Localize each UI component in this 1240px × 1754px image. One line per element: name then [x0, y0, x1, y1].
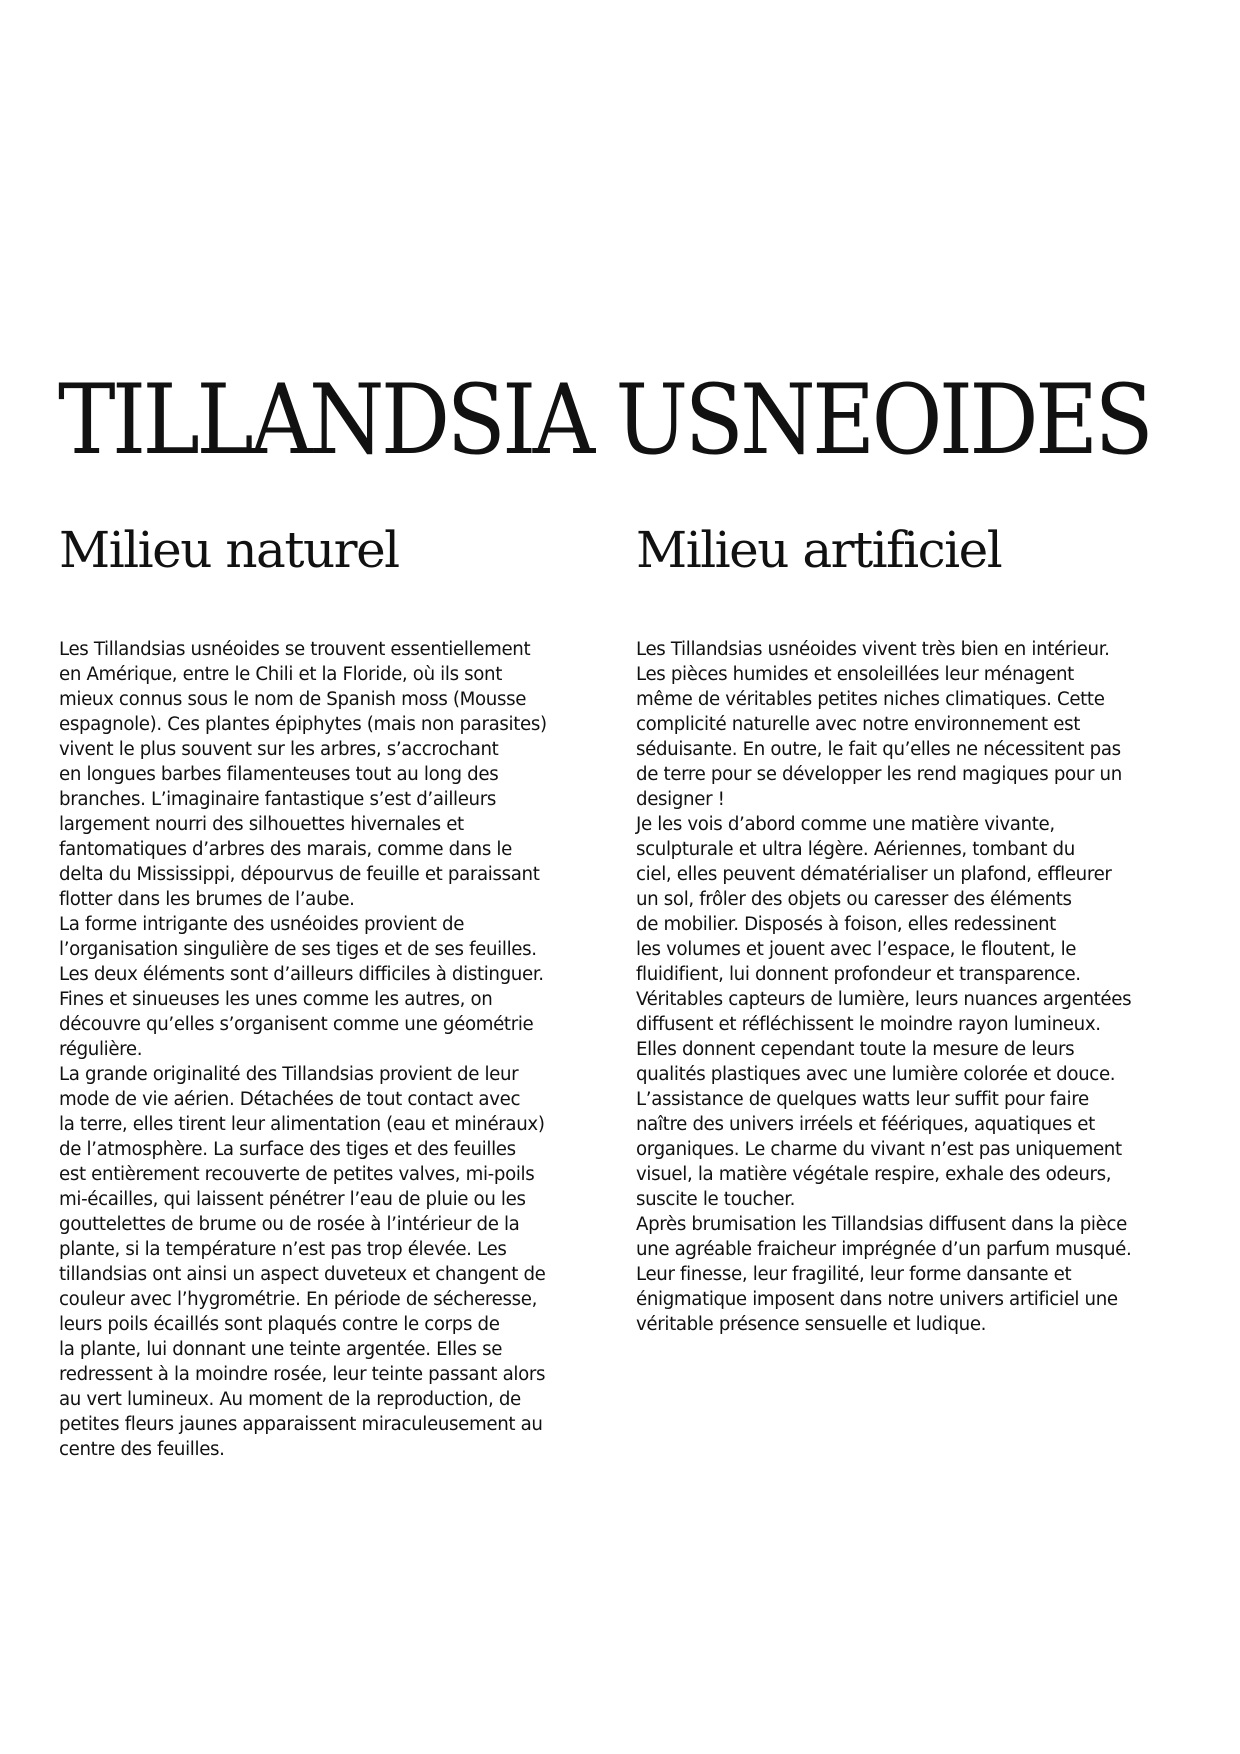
text-line: tillandsias ont ainsi un aspect duveteux et changent de	[59, 1264, 546, 1285]
text-line: séduisante. En outre, le fait qu’elles ne nécessitent pas	[636, 739, 1121, 760]
text-line: de terre pour se développer les rend magiques pour un	[636, 764, 1122, 785]
text-line: régulière.	[59, 1039, 143, 1060]
text-line: La forme intrigante des usnéoides provient de	[59, 914, 465, 935]
text-line: Les deux éléments sont d’ailleurs difficiles à distinguer.	[59, 964, 544, 985]
text-line: branches. L’imaginaire fantastique s’est d’ailleurs	[59, 789, 496, 810]
text-line: visuel, la matière végétale respire, exhale des odeurs,	[636, 1164, 1112, 1185]
text-line: mi-écailles, qui laissent pénétrer l’eau de pluie ou les	[59, 1189, 526, 1210]
text-line: Je les vois d’abord comme une matière vivante,	[636, 814, 1055, 835]
text-line: Les Tillandsias usnéoides vivent très bien en intérieur.	[636, 639, 1110, 660]
text-line: L’assistance de quelques watts leur suffit pour faire	[636, 1089, 1089, 1110]
text-line: en longues barbes filamenteuses tout au long des	[59, 764, 499, 785]
text-line: au vert lumineux. Au moment de la reproduction, de	[59, 1389, 521, 1410]
text-line: la plante, lui donnant une teinte argentée. Elles se	[59, 1339, 503, 1360]
text-line: Les Tillandsias usnéoides se trouvent essentiellement	[59, 639, 531, 660]
text-line: même de véritables petites niches climatiques. Cette	[636, 689, 1105, 710]
text-line: petites fleurs jaunes apparaissent miraculeusement au	[59, 1414, 543, 1435]
text-line: Les pièces humides et ensoleillées leur ménagent	[636, 664, 1074, 685]
natural-environment-column	[59, 515, 619, 1462]
text-line: véritable présence sensuelle et ludique.	[636, 1314, 987, 1335]
text-line: designer !	[636, 789, 725, 810]
text-line: sculpturale et ultra légère. Aériennes, tombant du	[636, 839, 1075, 860]
text-line: fantomatiques d’arbres des marais, comme dans le	[59, 839, 512, 860]
text-line: Fines et sinueuses les unes comme les autres, on	[59, 989, 493, 1010]
text-line: espagnole). Ces plantes épiphytes (mais non parasites)	[59, 714, 547, 735]
text-line: redressent à la moindre rosée, leur teinte passant alors	[59, 1364, 546, 1385]
text-line: les volumes et jouent avec l’espace, le floutent, le	[636, 939, 1077, 960]
text-line: mieux connus sous le nom de Spanish moss (Mousse	[59, 689, 527, 710]
text-line: Elles donnent cependant toute la mesure de leurs	[636, 1039, 1075, 1060]
text-line: flotter dans les brumes de l’aube.	[59, 889, 355, 910]
text-line: fluidifient, lui donnent profondeur et transparence.	[636, 964, 1081, 985]
text-line: centre des feuilles.	[59, 1439, 225, 1460]
text-line: La grande originalité des Tillandsias provient de leur	[59, 1064, 519, 1085]
text-line: énigmatique imposent dans notre univers artificiel une	[636, 1289, 1118, 1310]
artificial-environment-column	[636, 515, 1196, 1337]
text-line: suscite le toucher.	[636, 1189, 796, 1210]
text-line: un sol, frôler des objets ou caresser des éléments	[636, 889, 1072, 910]
text-line: Véritables capteurs de lumière, leurs nuances argentées	[636, 989, 1132, 1010]
text-line: diffusent et réfléchissent le moindre rayon lumineux.	[636, 1014, 1101, 1035]
text-line: Leur finesse, leur fragilité, leur forme dansante et	[636, 1264, 1072, 1285]
text-line: organiques. Le charme du vivant n’est pas uniquement	[636, 1139, 1122, 1160]
text-line: ciel, elles peuvent dématérialiser un plafond, effleurer	[636, 864, 1112, 885]
text-line: naître des univers irréels et féériques, aquatiques et	[636, 1114, 1095, 1135]
text-line: une agréable fraicheur imprégnée d’un parfum musqué.	[636, 1239, 1132, 1260]
text-line: de l’atmosphère. La surface des tiges et des feuilles	[59, 1139, 516, 1160]
text-line: en Amérique, entre le Chili et la Floride, où ils sont	[59, 664, 502, 685]
text-line: mode de vie aérien. Détachées de tout contact avec	[59, 1089, 521, 1110]
text-line: plante, si la température n’est pas trop élevée. Les	[59, 1239, 507, 1260]
text-line: qualités plastiques avec une lumière colorée et douce.	[636, 1064, 1116, 1085]
artificial-environment-body	[636, 637, 1196, 1337]
natural-environment-body	[59, 637, 619, 1462]
text-line: largement nourri des silhouettes hivernales et	[59, 814, 464, 835]
text-line: la terre, elles tirent leur alimentation (eau et minéraux)	[59, 1114, 545, 1135]
page-title: TILLANDSIA USNEOIDES	[58, 364, 1151, 476]
text-line: complicité naturelle avec notre environnement est	[636, 714, 1081, 735]
text-line: leurs poils écaillés sont plaqués contre le corps de	[59, 1314, 500, 1335]
text-line: découvre qu’elles s’organisent comme une géométrie	[59, 1014, 534, 1035]
text-line: couleur avec l’hygrométrie. En période de sécheresse,	[59, 1289, 538, 1310]
text-line: est entièrement recouverte de petites valves, mi-poils	[59, 1164, 535, 1185]
text-line: de mobilier. Disposés à foison, elles redessinent	[636, 914, 1056, 935]
text-line: gouttelettes de brume ou de rosée à l’intérieur de la	[59, 1214, 520, 1235]
text-line: delta du Mississippi, dépourvus de feuille et paraissant	[59, 864, 540, 885]
natural-environment-heading: Milieu naturel	[59, 521, 399, 579]
text-line: Après brumisation les Tillandsias diffusent dans la pièce	[636, 1214, 1127, 1235]
text-line: l’organisation singulière de ses tiges et de ses feuilles.	[59, 939, 537, 960]
artificial-environment-heading: Milieu artificiel	[636, 521, 1002, 579]
text-line: vivent le plus souvent sur les arbres, s’accrochant	[59, 739, 499, 760]
